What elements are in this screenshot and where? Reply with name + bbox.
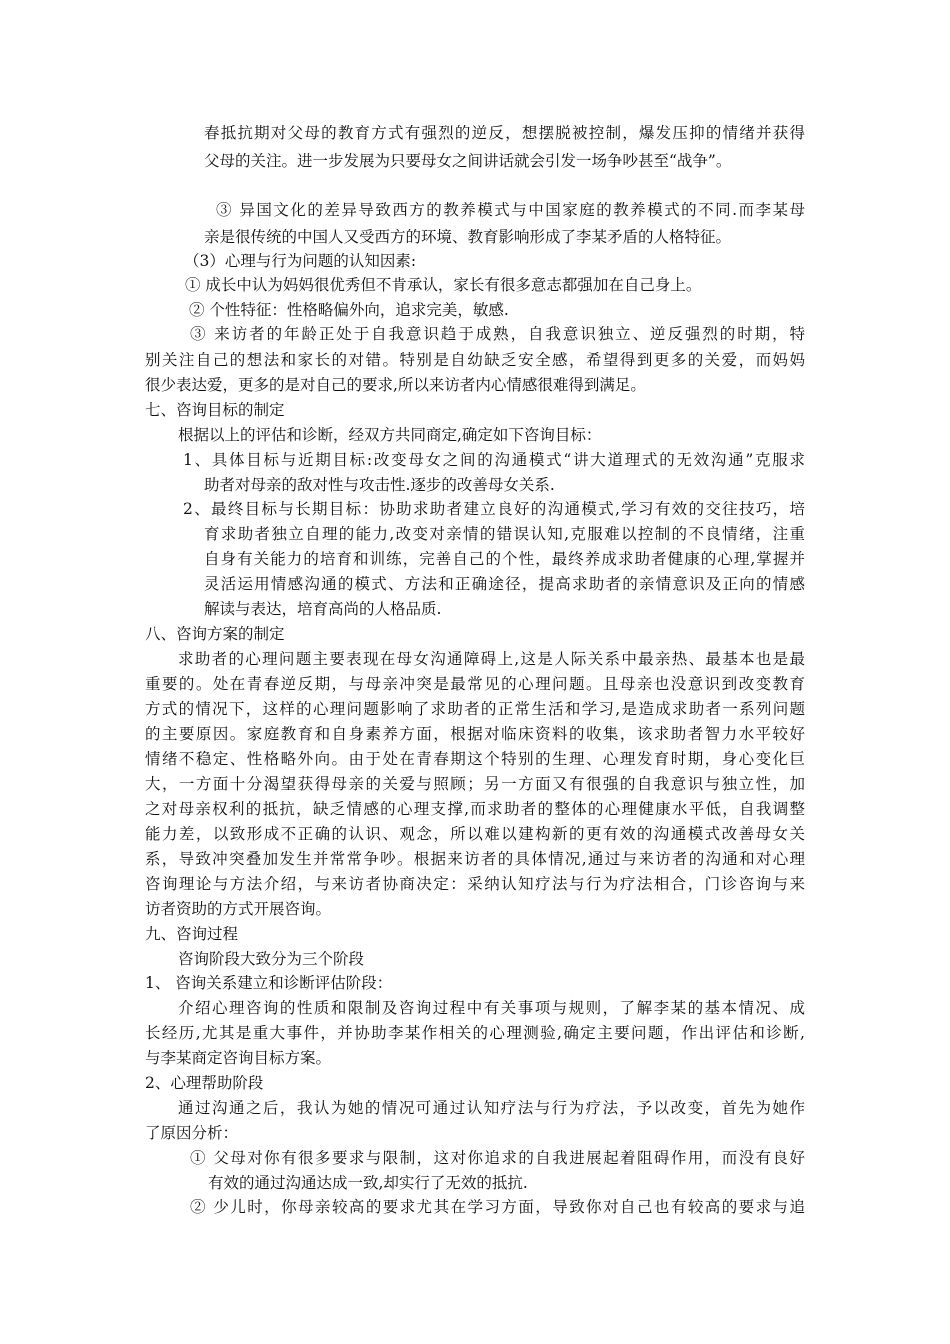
list-item: ② 少儿时，你母亲较高的要求尤其在学习方面，导致你对自己也有较高的要求与追	[190, 1198, 805, 1216]
text-line: 长经历,尤其是重大事件，并协助李某作相关的心理测验,确定主要问题，作出评估和诊断,	[145, 1024, 805, 1042]
text-line: 灵活运用情感沟通的模式、方法和正确途径，提高求助者的亲情意识及正向的情感	[204, 575, 805, 593]
text-line: 求助者的心理问题主要表现在母女沟通障碍上,这是人际关系中最亲热、最基本也是最	[178, 650, 805, 668]
text-line: 自身有关能力的培育和训练，完善自己的个性，最终养成求助者健康的心理,掌握并	[204, 550, 805, 568]
text-line: 咨询理论与方法介绍，与来访者协商决定：采纳认知疗法与行为疗法相合，门诊咨询与来	[145, 875, 805, 893]
text-line: 有效的通过沟通达成一致,却实行了无效的抵抗.	[208, 1174, 528, 1192]
text-line: 大，一方面十分渴望获得母亲的关爱与照顾；另一方面又有很强的自我意识与独立性，加	[145, 775, 805, 793]
text-line: 方式的情况下，这样的心理问题影响了求助者的正常生活和学习,是造成求助者一系列问题	[145, 700, 805, 718]
text-line: 通过沟通之后，我认为她的情况可通过认知疗法与行为疗法，予以改变，首先为她作	[178, 1099, 805, 1117]
text-line: 很少表达爱，更多的是对自己的要求,所以来访者内心情感很难得到满足。	[145, 376, 646, 394]
text-line: 与李某商定咨询目标方案。	[145, 1049, 332, 1067]
text-line: 咨询阶段大致分为三个阶段	[178, 950, 365, 968]
text-line: 了原因分析：	[145, 1124, 239, 1142]
list-item: 1、具体目标与近期目标:改变母女之间的沟通模式“讲大道理式的无效沟通”克服求	[183, 451, 805, 469]
text-line: 的主要原因。家庭教育和自身素养方面，根据对临床资料的收集，该求助者智力水平较好	[145, 725, 805, 743]
text-line: 介绍心理咨询的性质和限制及咨询过程中有关事项与规则，了解李某的基本情况、成	[178, 999, 805, 1017]
text-line: 父母的关注。进一步发展为只要母女之间讲话就会引发一场争吵甚至“战争”。	[204, 152, 732, 170]
section-heading: 八、咨询方案的制定	[145, 625, 285, 643]
section-subheading: 2、心理帮助阶段	[145, 1074, 264, 1092]
text-line: 访者资助的方式开展咨询。	[145, 900, 332, 918]
text-line: 重要的。处在青春逆反期，与母亲冲突是最常见的心理问题。且母亲也没意识到改变教育	[145, 675, 805, 693]
text-line: 春抵抗期对父母的教育方式有强烈的逆反，想摆脱被控制，爆发压抑的情绪并获得	[204, 124, 805, 142]
section-heading: 七、咨询目标的制定	[145, 401, 285, 419]
section-subheading: 1、 咨询关系建立和诊断评估阶段：	[145, 974, 393, 992]
text-line: 之对母亲权利的抵抗，缺乏情感的心理支撑,而求助者的整体的心理健康水平低，自我调整	[145, 800, 805, 818]
section-heading: 九、咨询过程	[145, 925, 239, 943]
text-line: ① 成长中认为妈妈很优秀但不肯承认，家长有很多意志都强加在自己身上。	[185, 276, 702, 294]
text-line: ③ 来访者的年龄正处于自我意识趋于成熟，自我意识独立、逆反强烈的时期，特	[190, 325, 805, 343]
text-line: ② 个性特征：性格略偏外向，追求完美，敏感.	[189, 301, 509, 319]
text-line: 别关注自己的想法和家长的对错。特别是自幼缺乏安全感，希望得到更多的关爱，而妈妈	[145, 351, 805, 369]
list-item: ① 父母对你有很多要求与限制，这对你追求的自我进展起着阻碍作用，而没有良好	[190, 1149, 805, 1167]
text-line: ③ 异国文化的差异导致西方的教养模式与中国家庭的教养模式的不同.而李某母	[216, 201, 805, 219]
text-line: 情绪不稳定、性格略外向。由于处在青春期这个特别的生理、心理发育时期，身心变化巨	[145, 750, 805, 768]
text-line: 能力差，以致形成不正确的认识、观念，所以难以建构新的更有效的沟通模式改善母女关	[145, 825, 805, 843]
text-line: 根据以上的评估和诊断，经双方共同商定,确定如下咨询目标：	[178, 426, 602, 444]
section-subheading: （3）心理与行为问题的认知因素:	[184, 252, 417, 270]
list-item: 2、最终目标与长期目标：协助求助者建立良好的沟通模式,学习有效的交往技巧，培	[183, 500, 805, 518]
text-line: 助者对母亲的敌对性与攻击性.逐步的改善母女关系.	[204, 476, 555, 494]
text-line: 亲是很传统的中国人又受西方的环境、教育影响形成了李某矛盾的人格特征。	[204, 228, 732, 246]
text-line: 系，导致冲突叠加发生并常常争吵。根据来访者的具体情况,通过与来访者的沟通和对心理	[145, 850, 805, 868]
text-line: 解读与表达，培育高尚的人格品质.	[204, 600, 442, 618]
text-line: 育求助者独立自理的能力,改变对亲情的错误认知,克服难以控制的不良情绪，注重	[204, 525, 805, 543]
